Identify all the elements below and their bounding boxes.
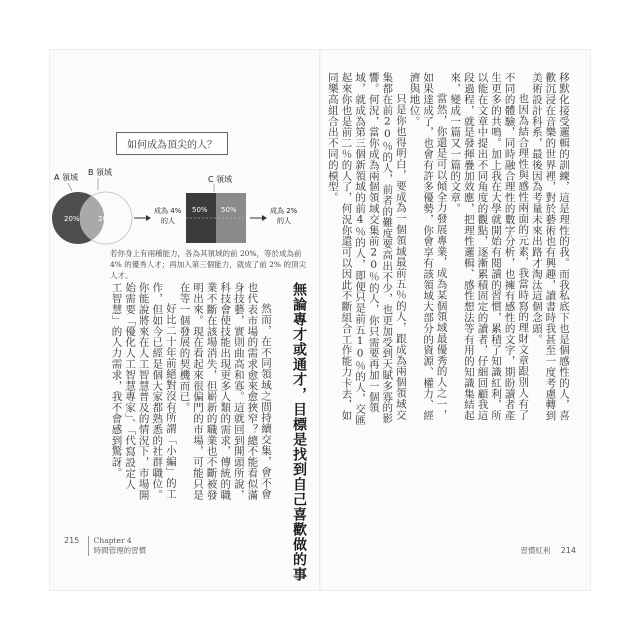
circle-b-pct: 20%	[98, 215, 114, 223]
right-footer	[520, 545, 576, 556]
square-right-pct: 50%	[221, 206, 237, 214]
circle-a-label: A 領域	[54, 173, 79, 182]
result-1-line2: 的人	[161, 217, 175, 225]
right-paragraph: 只是你也得明白，要成為一個領域最前五％的人，跟成為兩個領域交集都在前20％的人，前者的難度要高出不少，也更加受到天賦多寡的影響。何況，當你成為兩個領域交集前20％的人，你只需要再加一個領域，就成為第三個新領域的前4％的人，即便只是前五10％的人，交匯起來你也是前二％的人了，何況你還可以因此不斷組合工作能力卡去，如同樂高組合出不同的模型。	[326, 72, 407, 426]
circle-b-label: B 領域	[88, 168, 113, 177]
venn-figure	[50, 50, 320, 280]
footer-chapter-title: 時間管理的習慣	[93, 546, 147, 555]
left-footer	[64, 536, 146, 556]
right-body-text	[326, 72, 570, 430]
result-2-line1: 成為 2%	[270, 207, 298, 215]
figure-caption: 若你身上有兩種能力，各為其領域的前 20%，等於成為前 4% 的優秀人才；再加入第三個能力，就成了前 2% 的頂尖人才。	[110, 249, 306, 280]
left-page	[50, 50, 320, 590]
figure-title: 如何成為頂尖的人？	[116, 132, 228, 155]
right-page	[320, 50, 590, 590]
result-2-line2: 的人	[277, 217, 291, 225]
left-body-text	[110, 282, 272, 500]
arrow-2-head	[262, 215, 267, 221]
book-spread	[50, 50, 590, 590]
right-paragraph: 也因為結合理性與感性兩面的元素，我當時寫的理財文章跟別人有了不同的體驗，同時融合理性的數字分析，也擁有感性的文字，期盼讀者產生更多的共鳴。加上我在大學就開始有閱讀的習慣，累積了知識紅利，所以能在文章中提出不同角度的觀點，逐漸累積固定的讀者，仔細回顧我這段過程，就是發揮疊加效應，把理性邏輯、感性想法等有用的知識集結起來，變成一篇又一篇的文章。	[449, 72, 530, 421]
left-paragraph: 然而，在不同領域之間持續交集，會不會也代表市場的需求愈來愈狹窄？總不能看似滿身技藝，實則曲高和寡。這就回到開頭所說，科技會使技能出現更多人類的需求，傳統的職業不斷在該場消失，但嶄新的職業也不斷被發明出來。現在看起來很偏門的市場，可能只是在等一個發展的契機而已。	[178, 282, 272, 500]
right-paragraph: 當然，你還是可以傾全力發展專業，成為某個領域最優秀的人之一，如果達成了，也會有許多優勢，你會享有該領域大部分的資源、權力、經濟與地位。	[408, 72, 448, 421]
label-a-line	[68, 183, 72, 191]
left-paragraph: 好比二十年前絕對沒有所謂「小編」的工作，但如今已經是個大家都熟悉的社群職位。你能說將來在人工智慧普及的情況下，市場開始需要「優化人工智慧專家」、「代寫設定人工智慧」的人力需求，我不會感到驚訝。	[110, 282, 177, 500]
arrow-1-head	[146, 215, 151, 221]
footer-chapter: Chapter 4	[93, 536, 132, 545]
right-paragraph: 移默化接受邏輯的訓練，這是理性的我。而我私底下也是個感性的人，喜歡沉浸在音樂的世界裡，對於藝術也有興趣，讀書時我甚至一度考慮轉到美術設計科系，最後因為考量未來出路才淘汰這個念頭。	[530, 72, 570, 421]
square-label: C 領域	[208, 175, 233, 184]
left-page-number: 215	[64, 536, 80, 545]
footer-book-title: 習慣紅利	[520, 546, 551, 555]
circle-a-pct: 20%	[64, 215, 80, 223]
result-1-line1: 成為 4%	[154, 207, 182, 215]
right-page-number: 214	[560, 546, 576, 555]
square-left-pct: 50%	[192, 206, 208, 214]
section-heading: 無論專才或通才，目標是找到自己喜歡做的事	[291, 282, 307, 582]
